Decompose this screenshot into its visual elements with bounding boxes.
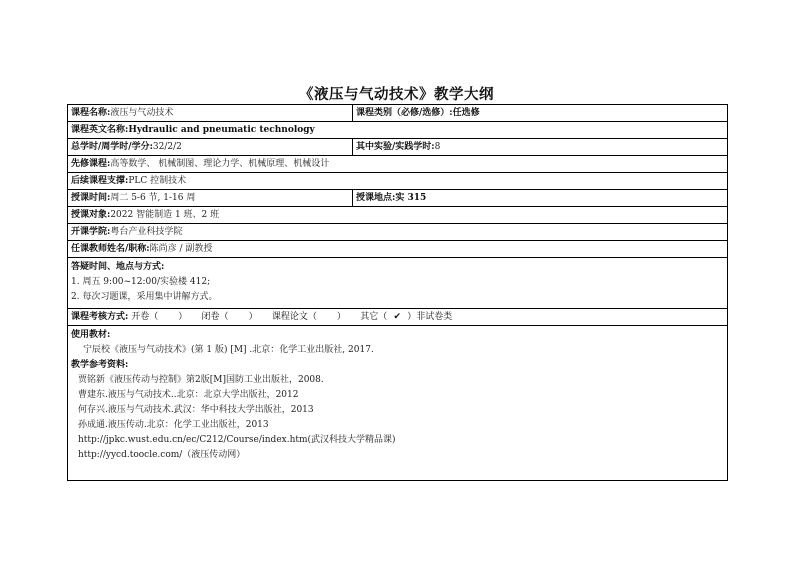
textbook-label: 使用教材: (71, 330, 111, 340)
page-title: 《液压与气动技术》教学大纲 (299, 86, 494, 103)
syllabus-table (67, 104, 728, 481)
qa-line-1: 1. 周五 9:00~12:00/实验楼 412; (71, 277, 211, 287)
lab-hours-label: 其中实验/实践学时: (356, 141, 435, 152)
row-hours (68, 139, 728, 156)
followup-value: PLC 控制技术 (128, 175, 187, 186)
course-name-label: 课程名称: (71, 107, 111, 118)
followup-label: 后续课程支撑: (71, 175, 129, 186)
time-value: 周二 5-6 节, 1-16 周 (110, 192, 196, 203)
row-qa (68, 258, 728, 309)
hours-value: 32/2/2 (152, 141, 182, 152)
row-college (68, 224, 728, 241)
course-type-label: 课程类别（必修/选修）: (356, 107, 453, 118)
prereq-value: 高等数学、 机械制图、理论力学、机械原理、机械设计 (110, 158, 330, 169)
textbook-value: 宁辰校《液压与气动技术》(第 1 版) [M] .北京：化学工业出版社, 2017. (83, 345, 374, 355)
place-value: 实 315 (395, 192, 427, 203)
course-name-value: 液压与气动技术 (110, 107, 174, 118)
row-english-name (68, 122, 728, 139)
college-label: 开课学院: (71, 226, 111, 237)
row-materials (68, 326, 728, 481)
assessment-label: 课程考核方式: (71, 311, 129, 322)
row-audience (68, 207, 728, 224)
ref-link[interactable]: http://jpkc.wust.edu.cn/ec/C212/Course/index.htm(武汉科技大学精品课) (78, 435, 396, 445)
college-value: 粤台产业科技学院 (110, 226, 183, 237)
option-open: 开卷（ ） (131, 311, 188, 322)
option-closed: 闭卷（ ） (201, 311, 258, 322)
english-name-label: 课程英文名称: (71, 124, 129, 135)
row-time (68, 190, 728, 207)
teacher-value: 陈尚彦 / 副教授 (149, 243, 213, 254)
course-type-value: 任选修 (452, 107, 480, 118)
row-course-name (68, 105, 728, 122)
time-label: 授课时间: (71, 192, 111, 203)
option-paper: 课程论文（ ） (271, 311, 346, 322)
qa-line-2: 2. 每次习题课，采用集中讲解方式。 (71, 292, 218, 302)
row-followup (68, 173, 728, 190)
ref-item: 孙成通.液压传动.北京：化学工业出版社，2013 (78, 420, 269, 430)
option-other: 其它（ ✔ ）非试卷类 (360, 312, 452, 322)
qa-label: 答疑时间、地点与方式: (71, 262, 165, 272)
hours-label: 总学时/周学时/学分: (71, 141, 153, 152)
english-name-value: Hydraulic and pneumatic technology (128, 124, 315, 135)
audience-value: 2022 智能制造 1 班、2 班 (110, 209, 220, 220)
check-icon: ✔ (393, 311, 402, 322)
place-label: 授课地点: (356, 192, 396, 203)
prereq-label: 先修课程: (71, 158, 111, 169)
refs-label: 教学参考资料: (71, 360, 129, 370)
ref-item: 贾铭新《液压传动与控制》第2版[M]国防工业出版社，2008. (78, 375, 324, 385)
teacher-label: 任课教师姓名/职称: (71, 243, 150, 254)
ref-item: 何存兴.液压与气动技术.武汉：华中科技大学出版社，2013 (78, 405, 314, 415)
ref-item: 曹建东.液压与气动技术..北京：北京大学出版社，2012 (78, 390, 299, 400)
audience-label: 授课对象: (71, 209, 111, 220)
lab-hours-value: 8 (434, 141, 441, 152)
ref-link[interactable]: http://yycd.toocle.com/（液压传动网） (78, 450, 246, 460)
row-teacher (68, 241, 728, 258)
row-assessment (68, 309, 728, 326)
row-prereq (68, 156, 728, 173)
